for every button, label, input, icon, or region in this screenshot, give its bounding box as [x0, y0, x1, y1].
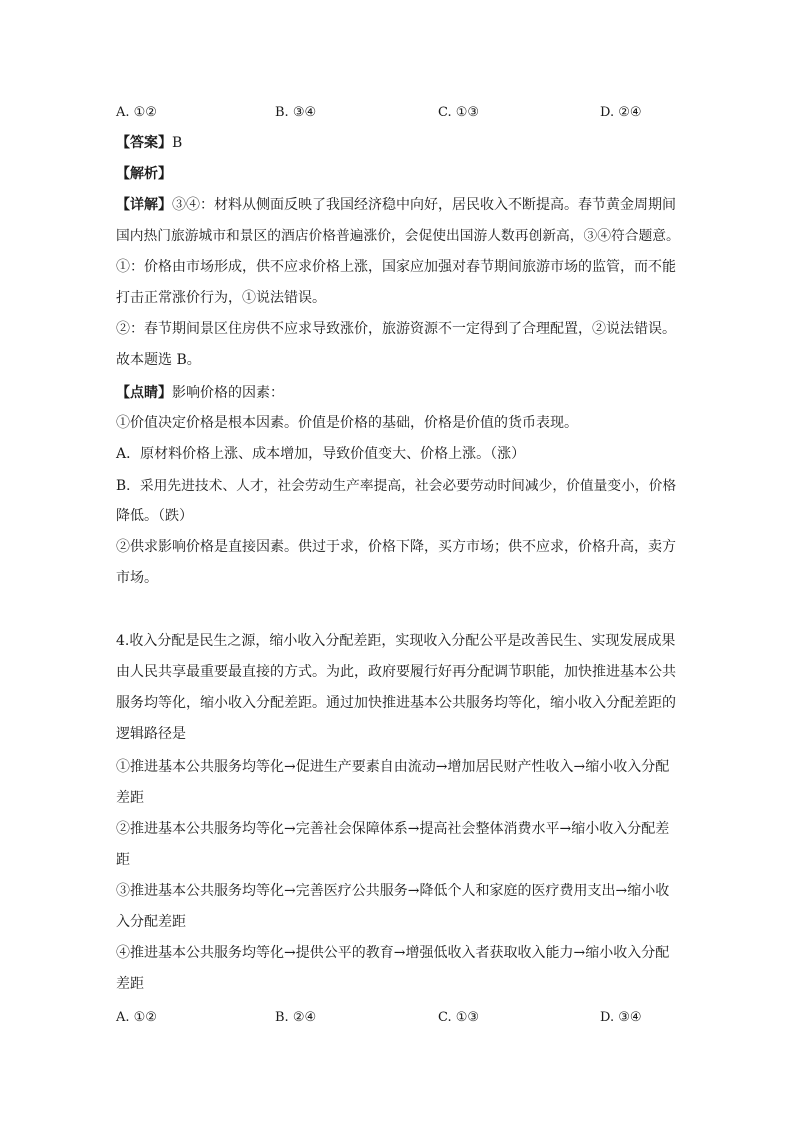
q3-option-c: C. ①③: [438, 105, 480, 120]
point-line: B．采用先进技术、人才，社会劳动生产率提高，社会必要劳动时间减少，价值量变小，价格: [116, 478, 677, 494]
detail-line: [116, 195, 682, 215]
q4-choice-line: 差距: [116, 790, 144, 806]
detail-tag: 【详解】: [116, 197, 172, 213]
q3-option-b: B. ③④: [275, 105, 317, 120]
q4-option-b: B. ②④: [275, 1010, 317, 1025]
q4-option-a: A. ①②: [116, 1010, 157, 1025]
point-line: 降低。（跌）: [116, 508, 193, 524]
q4-option-d: D. ③④: [600, 1010, 642, 1025]
q4-option-c: C. ①③: [438, 1010, 480, 1025]
q4-choice-line: ④推进基本公共服务均等化→提供公平的教育→增强低收入者获取收入能力→缩小收入分配: [116, 945, 670, 961]
analysis-tag: 【解析】: [116, 166, 172, 182]
point-line: 市场。: [116, 570, 158, 586]
point-line: A．原材料价格上涨、成本增加，导致价值变大、价格上涨。（涨）: [116, 446, 526, 462]
q4-stem-line: 服务均等化，缩小收入分配差距。通过加快推进基本公共服务均等化，缩小收入分配差距的: [116, 695, 676, 711]
detail-line: ②：春节期间景区住房供不应求导致涨价，旅游资源不一定得到了合理配置，②说法错误。: [116, 321, 676, 337]
q4-choice-line: ①推进基本公共服务均等化→促进生产要素自由流动→增加居民财产性收入→缩小收入分配: [116, 759, 670, 775]
q4-options: [116, 1007, 676, 1029]
q3-option-a: A. ①②: [116, 105, 157, 120]
q4-stem-line: 4.收入分配是民生之源，缩小收入分配差距，实现收入分配公平是改善民生、实现发展成果: [116, 633, 676, 649]
q4-choice-line: 入分配差距: [116, 914, 186, 930]
q3-answer: [116, 133, 682, 153]
q4-stem-line: 逻辑路径是: [116, 726, 186, 742]
answer-tag: 【答案】: [116, 135, 172, 151]
point-line: ①价值决定价格是根本因素。价值是价格的基础，价格是价值的货币表现。: [116, 415, 578, 431]
detail-line: 故本题选 B。: [116, 352, 201, 368]
detail-line: 打击正常涨价行为，①说法错误。: [116, 290, 326, 306]
answer-value: B: [172, 135, 183, 151]
q4-choice-line: 距: [116, 852, 130, 868]
point-tag: 【点睛】: [116, 385, 172, 401]
q3-options: [116, 102, 676, 124]
point-line: ②供求影响价格是直接因素。供过于求，价格下降，买方市场；供不应求，价格升高，卖方: [116, 539, 676, 555]
q3-option-d: D. ②④: [600, 105, 642, 120]
q4-choice-line: ②推进基本公共服务均等化→完善社会保障体系→提高社会整体消费水平→缩小收入分配差: [116, 821, 670, 837]
point-line: [116, 383, 682, 403]
q4-choice-line: 差距: [116, 976, 144, 992]
detail-line: ①：价格由市场形成，供不应求价格上涨，国家应加强对春节期间旅游市场的监管，而不能: [116, 259, 676, 275]
detail-text: ③④：材料从侧面反映了我国经济稳中向好，居民收入不断提高。春节黄金周期间: [172, 197, 676, 213]
point-title: 影响价格的因素：: [172, 385, 284, 401]
q4-choice-line: ③推进基本公共服务均等化→完善医疗公共服务→降低个人和家庭的医疗费用支出→缩小收: [116, 883, 670, 899]
q4-stem-line: 由人民共享最重要最直接的方式。为此，政府要履行好再分配调节职能，加快推进基本公共: [116, 664, 676, 680]
detail-line: 国内热门旅游城市和景区的酒店价格普遍涨价，会促使出国游人数再创新高，③④符合题意。: [116, 228, 680, 244]
